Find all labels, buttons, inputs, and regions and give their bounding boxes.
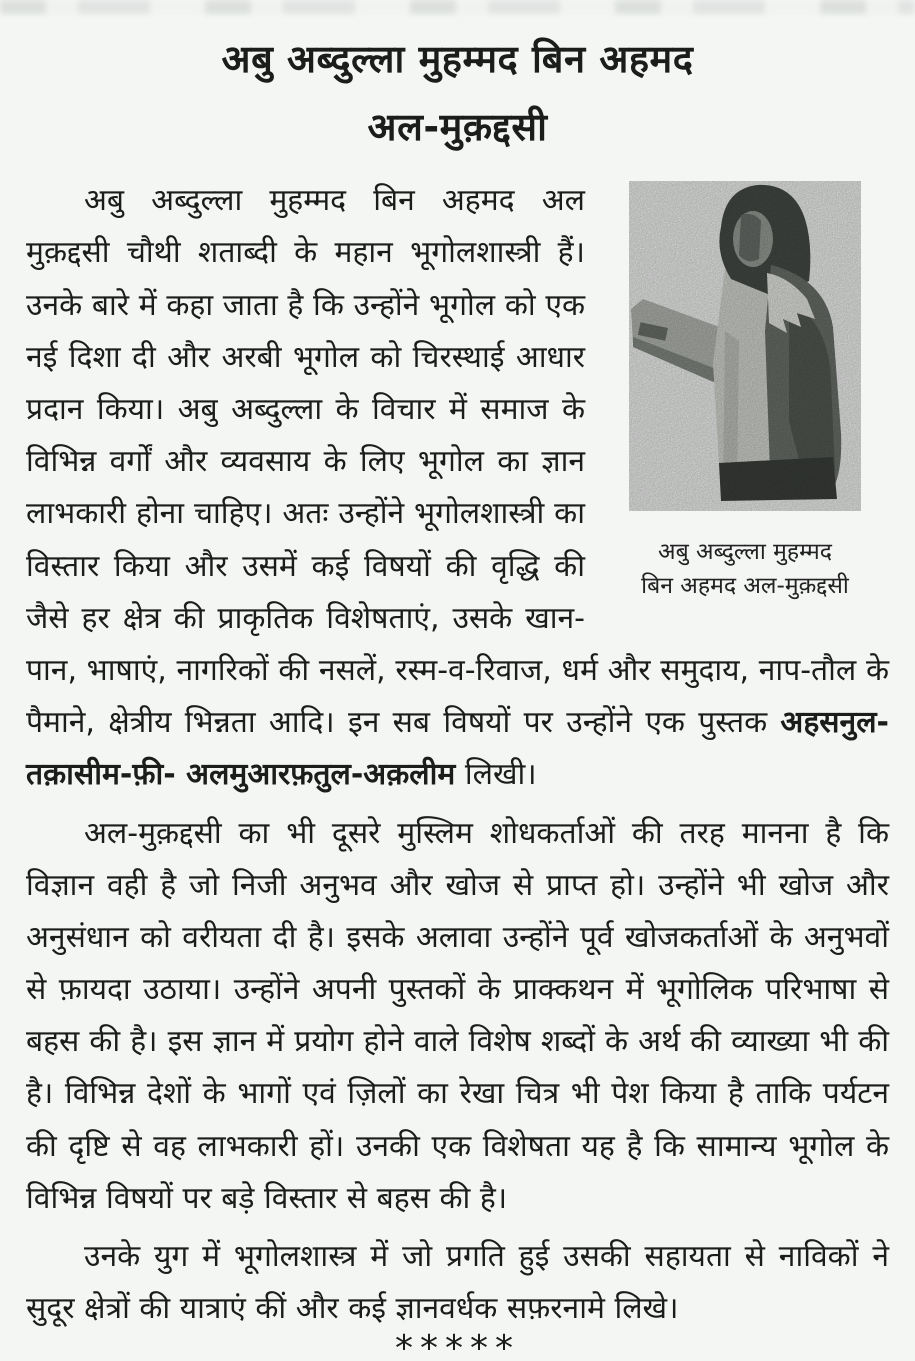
- portrait-photo: [629, 181, 861, 511]
- photo-caption: [601, 536, 889, 603]
- book-title-text: अहसनुल-तक़ासीम-फ़ी- अलमुआरफ़तुल-अक़लीम: [26, 705, 889, 793]
- paragraph-1-text: अबु अब्दुल्ला मुहम्मद बिन अहमद अल मुक़द्दसी चौथी शताब्दी के महान भूगोलशास्त्री हैं। उनके बारे में कहा जाता है कि उन्होंने भूगोल को एक नई दिशा दी और अरबी भूगोल को चिरस्थाई आधार प्रदान किया। अबु अब्दुल्ला के विचार में समाज के विभिन्न वर्गों और व्यवसाय के लिए भूगोल का ज्ञान लाभकारी होना चाहिए। अतः उन्होंने भूगोलशास्त्री का विस्तार किया और उसमें कई विषयों की वृद्धि की जैसे हर क्षेत्र की प्राकृतिक विशेषताएं, उसके खान-पान, भाषाएं, नागरिकों की नसलें, रस्म-व-रिवाज, धर्म और समुदाय, नाप-तौल के पैमाने, क्षेत्रीय भिन्नता आदि। इन सब विषयों पर उन्होंने एक पुस्तक: [26, 183, 889, 741]
- paragraph-2: अल-मुक़द्दसी का भी दूसरे मुस्लिम शोधकर्ताओं की तरह मानना है कि विज्ञान वही है जो निजी अनुभव और खोज से प्राप्त हो। उन्होंने भी खोज और अनुसंधान को वरीयता दी है। इसके अलावा उन्होंने पूर्व खोजकर्ताओं के अनुभवों से फ़ायदा उठाया। उन्होंने अपनी पुस्तकों के प्राक्कथन में भूगोलिक परिभाषा से बहस की है। इस ज्ञान में प्रयोग होने वाले विशेष शब्दों के अर्थ की व्याख्या भी की है। विभिन्न देशों के भागों एवं ज़िलों का रेखा चित्र भी पेश किया है ताकि पर्यटन की दृष्टि से वह लाभकारी हों। उनकी एक विशेषता यह है कि सामान्य भूगोल के विभिन्न विषयों पर बड़े विस्तार से बहस की है।: [26, 815, 889, 1216]
- page-title: [86, 26, 829, 161]
- photo-caption-line-2: बिन अहमद अल-मुक़द्दसी: [641, 572, 849, 599]
- ink-bleed-through-strip: [0, 0, 915, 14]
- paragraph-3: उनके युग में भूगोलशास्त्र में जो प्रगति हुई उसकी सहायता से नाविकों ने सुदूर क्षेत्रों की यात्राएं कीं और कई ज्ञानवर्धक सफ़रनामे लिखे।: [26, 1239, 889, 1327]
- portrait-figure: [601, 181, 889, 603]
- section-divider-asterisks: *****: [395, 1328, 520, 1361]
- article-body: [26, 175, 889, 1335]
- title-line-1: अबु अब्दुल्ला मुहम्मद बिन अहमद: [221, 37, 694, 81]
- title-line-2: अल-मुक़द्दसी: [367, 104, 548, 149]
- photo-caption-line-1: अबु अब्दुल्ला मुहम्मद: [658, 539, 832, 566]
- paragraph-1-tail: लिखी।: [455, 757, 537, 793]
